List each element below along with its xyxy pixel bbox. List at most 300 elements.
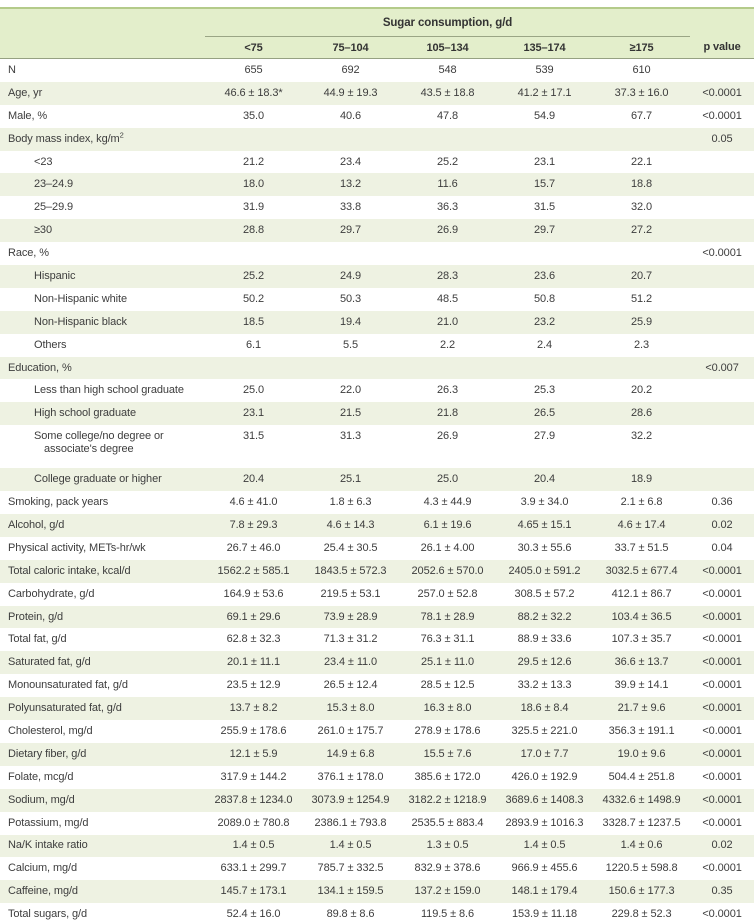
value-cell: 25.1 ± 11.0 [420, 656, 475, 669]
value-cell: 1.8 ± 6.3 [329, 496, 372, 509]
value-cell: 692 [341, 63, 360, 76]
row-label [0, 628, 205, 651]
value-cell: 18.0 [242, 178, 264, 191]
p-value-cell: <0.0001 [702, 633, 742, 646]
value-cell: 28.8 [242, 224, 264, 237]
table-row [0, 514, 754, 537]
value-cell: 2893.9 ± 1016.3 [505, 816, 584, 829]
value-cell: 1220.5 ± 598.8 [605, 862, 678, 875]
row-label-text: 23–24.9 [34, 178, 74, 191]
value-cell: 261.0 ± 175.7 [317, 724, 384, 737]
value-cell: 18.8 [631, 178, 653, 191]
col-header-ge175: ≥175 [593, 37, 690, 59]
value-cell: 50.2 [242, 292, 264, 305]
table-row [0, 173, 754, 196]
row-label-text: Protein, g/d [8, 610, 64, 623]
row-label [0, 288, 205, 311]
value-cell: 4332.6 ± 1498.9 [602, 793, 681, 806]
value-cell: 36.6 ± 13.7 [614, 656, 669, 669]
value-cell: 3032.5 ± 677.4 [605, 564, 678, 577]
value-cell: 23.4 ± 11.0 [323, 656, 378, 669]
value-cell: 13.7 ± 8.2 [229, 702, 278, 715]
table-row [0, 880, 754, 903]
value-cell: 1562.2 ± 585.1 [217, 564, 290, 577]
value-cell: 20.4 [533, 473, 555, 486]
value-cell: 88.9 ± 33.6 [517, 633, 572, 646]
value-cell: 25.2 [242, 269, 264, 282]
table-row [0, 82, 754, 105]
row-label-text: Non-Hispanic black [34, 315, 127, 328]
value-cell: 21.5 [339, 407, 361, 420]
value-cell: 18.9 [631, 473, 653, 486]
table-row [0, 606, 754, 629]
row-label [0, 334, 205, 357]
value-cell: 23.5 ± 12.9 [226, 679, 281, 692]
value-cell: 21.2 [242, 155, 264, 168]
value-cell: 22.0 [339, 384, 361, 397]
value-cell: 633.1 ± 299.7 [220, 862, 287, 875]
value-cell: 48.5 [436, 292, 458, 305]
row-label [0, 491, 205, 514]
value-cell: 23.1 [533, 155, 555, 168]
row-label [0, 219, 205, 242]
value-cell: 25.9 [631, 315, 653, 328]
value-cell: 4.3 ± 44.9 [423, 496, 472, 509]
row-label-text: Sodium, mg/d [8, 793, 75, 806]
table-row [0, 151, 754, 174]
value-cell: 17.0 ± 7.7 [520, 747, 569, 760]
value-cell: 50.3 [339, 292, 361, 305]
value-cell [496, 242, 593, 265]
value-cell [205, 357, 302, 380]
value-cell: 23.4 [339, 155, 361, 168]
row-label [0, 151, 205, 174]
row-label [0, 468, 205, 491]
value-cell: 356.3 ± 191.1 [608, 724, 675, 737]
row-label-text: Potassium, mg/d [8, 816, 89, 829]
value-cell: 21.8 [436, 407, 458, 420]
value-cell: 1.4 ± 0.5 [523, 839, 566, 852]
value-cell: 31.5 [242, 430, 264, 443]
p-value-cell: <0.0001 [702, 908, 742, 921]
value-cell: 62.8 ± 32.3 [226, 633, 281, 646]
row-label [0, 880, 205, 903]
row-label-text: Physical activity, METs-hr/wk [8, 541, 146, 554]
column-header-row [0, 37, 754, 59]
row-label [0, 697, 205, 720]
p-value-cell: 0.04 [711, 541, 733, 554]
row-label [0, 651, 205, 674]
p-value-cell [690, 196, 754, 219]
row-label-text: Monounsaturated fat, g/d [8, 679, 128, 692]
p-value-cell: <0.0001 [702, 564, 742, 577]
value-cell: 15.5 ± 7.6 [423, 747, 472, 760]
table-row [0, 583, 754, 606]
value-cell: 2535.5 ± 883.4 [411, 816, 484, 829]
p-value-cell: 0.05 [711, 132, 733, 145]
value-cell: 2837.8 ± 1234.0 [214, 793, 293, 806]
value-cell: 150.6 ± 177.3 [608, 885, 675, 898]
col-header-lt75: <75 [205, 37, 302, 59]
table-row [0, 265, 754, 288]
row-label [0, 265, 205, 288]
table-row [0, 628, 754, 651]
p-value-cell [690, 59, 754, 82]
value-cell: 16.3 ± 8.0 [423, 702, 472, 715]
value-cell: 3.9 ± 34.0 [520, 496, 569, 509]
value-cell: 25.2 [436, 155, 458, 168]
table-row [0, 720, 754, 743]
value-cell: 137.2 ± 159.0 [414, 885, 481, 898]
value-cell: 51.2 [631, 292, 653, 305]
value-cell: 24.9 [339, 269, 361, 282]
value-cell: 229.8 ± 52.3 [611, 908, 672, 921]
table-row [0, 379, 754, 402]
value-cell: 2405.0 ± 591.2 [508, 564, 581, 577]
table-row [0, 196, 754, 219]
p-value-cell: <0.0001 [702, 702, 742, 715]
value-cell: 69.1 ± 29.6 [226, 610, 281, 623]
row-label-text: Saturated fat, g/d [8, 656, 91, 669]
value-cell: 32.0 [631, 201, 653, 214]
table-row [0, 105, 754, 128]
value-cell: 36.3 [436, 201, 458, 214]
table-row [0, 219, 754, 242]
p-value-cell [690, 151, 754, 174]
value-cell [205, 128, 302, 151]
row-label-text: Education, % [8, 361, 72, 374]
value-cell: 26.1 ± 4.00 [420, 541, 475, 554]
value-cell: 76.3 ± 31.1 [420, 633, 475, 646]
value-cell [593, 128, 690, 151]
p-value-cell: <0.0001 [702, 109, 742, 122]
value-cell: 317.9 ± 144.2 [220, 770, 287, 783]
value-cell: 31.3 [339, 430, 361, 443]
value-cell: 25.0 [436, 473, 458, 486]
value-cell: 20.4 [242, 473, 264, 486]
value-cell: 31.9 [242, 201, 264, 214]
value-cell: 2386.1 ± 793.8 [314, 816, 387, 829]
row-label-text: Total caloric intake, kcal/d [8, 564, 131, 577]
value-cell [302, 242, 399, 265]
value-cell: 18.5 [242, 315, 264, 328]
value-cell: 29.7 [533, 224, 555, 237]
value-cell: 28.5 ± 12.5 [420, 679, 475, 692]
p-value-cell: <0.0001 [702, 816, 742, 829]
value-cell: 7.8 ± 29.3 [229, 518, 278, 531]
row-label-text: Calcium, mg/d [8, 862, 77, 875]
p-header-spacer [690, 8, 754, 37]
value-cell: 148.1 ± 179.4 [511, 885, 578, 898]
table-row [0, 334, 754, 357]
table-row [0, 402, 754, 425]
value-cell: 27.9 [533, 430, 555, 443]
value-cell: 19.4 [339, 315, 361, 328]
col-header-p-value: p value [690, 37, 754, 59]
value-cell: 107.3 ± 35.7 [611, 633, 672, 646]
value-cell: 504.4 ± 251.8 [608, 770, 675, 783]
value-cell: 26.9 [436, 430, 458, 443]
value-cell: 4.6 ± 14.3 [326, 518, 375, 531]
value-cell: 2052.6 ± 570.0 [411, 564, 484, 577]
value-cell [399, 128, 496, 151]
value-cell: 3073.9 ± 1254.9 [311, 793, 390, 806]
row-label-text: Carbohydrate, g/d [8, 587, 95, 600]
row-label [0, 857, 205, 880]
value-cell: 73.9 ± 28.9 [323, 610, 378, 623]
row-label [0, 402, 205, 425]
value-cell: 1.4 ± 0.5 [329, 839, 372, 852]
value-cell [593, 242, 690, 265]
value-cell: 29.7 [339, 224, 361, 237]
value-cell: 164.9 ± 53.6 [223, 587, 284, 600]
value-cell: 21.7 ± 9.6 [617, 702, 666, 715]
row-label [0, 674, 205, 697]
row-label [0, 789, 205, 812]
table-row [0, 468, 754, 491]
row-label [0, 82, 205, 105]
p-value-cell [690, 311, 754, 334]
row-label [0, 128, 205, 151]
p-value-cell [690, 425, 754, 468]
value-cell: 54.9 [533, 109, 555, 122]
p-value-cell [690, 334, 754, 357]
row-label [0, 743, 205, 766]
value-cell: 2.3 [634, 338, 650, 351]
baseline-characteristics-table [0, 7, 754, 922]
value-cell: 21.0 [436, 315, 458, 328]
value-cell: 23.6 [533, 269, 555, 282]
value-cell: 25.1 [339, 473, 361, 486]
value-cell: 18.6 ± 8.4 [520, 702, 569, 715]
value-cell: 15.7 [533, 178, 555, 191]
table-row [0, 357, 754, 380]
value-cell: 33.7 ± 51.5 [614, 541, 669, 554]
table-row [0, 857, 754, 880]
value-cell: 37.3 ± 16.0 [614, 86, 669, 99]
row-label-text: Cholesterol, mg/d [8, 724, 93, 737]
row-label-text: College graduate or higher [34, 473, 162, 486]
p-value-cell: 0.36 [711, 496, 733, 509]
table-row [0, 128, 754, 151]
p-value-cell [690, 219, 754, 242]
p-value-cell: 0.02 [711, 839, 733, 852]
value-cell: 103.4 ± 36.5 [611, 610, 672, 623]
value-cell: 89.8 ± 8.6 [326, 908, 375, 921]
p-value-cell [690, 173, 754, 196]
table-row [0, 651, 754, 674]
value-cell: 153.9 ± 11.18 [511, 908, 578, 921]
value-cell: 376.1 ± 178.0 [317, 770, 384, 783]
value-cell: 44.9 ± 19.3 [323, 86, 378, 99]
table-row [0, 697, 754, 720]
row-label [0, 105, 205, 128]
row-label-text: Non-Hispanic white [34, 292, 127, 305]
row-label-text: Folate, mcg/d [8, 770, 74, 783]
p-value-cell: 0.35 [711, 885, 733, 898]
value-cell [205, 242, 302, 265]
value-cell [593, 357, 690, 380]
row-label-text: High school graduate [34, 407, 136, 420]
value-cell: 610 [632, 63, 651, 76]
value-cell: 25.4 ± 30.5 [323, 541, 378, 554]
row-label-text: Dietary fiber, g/d [8, 747, 87, 760]
value-cell: 19.0 ± 9.6 [617, 747, 666, 760]
table-row [0, 766, 754, 789]
row-label-text: Male, % [8, 109, 48, 122]
value-cell: 6.1 [246, 338, 261, 351]
value-cell: 3182.2 ± 1218.9 [408, 793, 487, 806]
value-cell: 1.4 ± 0.6 [620, 839, 663, 852]
value-cell: 2089.0 ± 780.8 [217, 816, 290, 829]
value-cell: 50.8 [533, 292, 555, 305]
p-value-cell [690, 379, 754, 402]
row-label-text: Na/K intake ratio [8, 839, 88, 852]
value-cell: 43.5 ± 18.8 [420, 86, 475, 99]
table-row [0, 812, 754, 835]
table-row [0, 242, 754, 265]
row-label-text: Polyunsaturated fat, g/d [8, 702, 122, 715]
value-cell: 134.1 ± 159.5 [317, 885, 384, 898]
value-cell: 22.1 [631, 155, 653, 168]
stub-header-cell [0, 8, 205, 37]
p-value-cell: <0.0001 [702, 747, 742, 760]
row-label-text: Total sugars, g/d [8, 908, 88, 921]
value-cell: 832.9 ± 378.6 [414, 862, 481, 875]
group-header-row [0, 8, 754, 37]
value-cell: 548 [438, 63, 457, 76]
p-value-cell: <0.0001 [702, 793, 742, 806]
value-cell [496, 357, 593, 380]
value-cell: 52.4 ± 16.0 [226, 908, 281, 921]
row-label-text: Body mass index, $kg/m^2$ [8, 129, 124, 145]
value-cell: 3328.7 ± 1237.5 [602, 816, 681, 829]
row-label-text: <23 [34, 155, 53, 168]
value-cell: 33.2 ± 13.3 [517, 679, 572, 692]
value-cell: 35.0 [242, 109, 264, 122]
row-label-text: 25–29.9 [34, 201, 74, 214]
row-label [0, 173, 205, 196]
table-row [0, 674, 754, 697]
value-cell: 4.6 ± 17.4 [617, 518, 666, 531]
table-row [0, 560, 754, 583]
col-header-75-104: 75–104 [302, 37, 399, 59]
row-label [0, 59, 205, 82]
value-cell: 25.3 [533, 384, 555, 397]
table-row [0, 311, 754, 334]
value-cell: 12.1 ± 5.9 [229, 747, 278, 760]
value-cell: 33.8 [339, 201, 361, 214]
value-cell: 39.9 ± 14.1 [614, 679, 669, 692]
row-label [0, 537, 205, 560]
value-cell: 4.6 ± 41.0 [229, 496, 278, 509]
value-cell: 88.2 ± 32.2 [517, 610, 572, 623]
table-row [0, 425, 754, 468]
table-row [0, 789, 754, 812]
table-row [0, 537, 754, 560]
value-cell: 20.7 [631, 269, 653, 282]
value-cell: 23.1 [242, 407, 264, 420]
row-label-line2: associate's degree [44, 443, 134, 456]
row-label [0, 720, 205, 743]
row-label-text: ≥30 [34, 224, 52, 237]
value-cell: 3689.6 ± 1408.3 [505, 793, 584, 806]
value-cell: 26.3 [436, 384, 458, 397]
table-row [0, 903, 754, 922]
p-value-cell: <0.0001 [702, 86, 742, 99]
table-row [0, 835, 754, 858]
value-cell: 32.2 [631, 430, 653, 443]
value-cell: 30.3 ± 55.6 [517, 541, 572, 554]
row-label [0, 196, 205, 219]
p-value-cell [690, 265, 754, 288]
value-cell: 27.2 [631, 224, 653, 237]
value-cell: 67.7 [631, 109, 653, 122]
value-cell: 11.6 [437, 178, 458, 191]
p-value-cell: <0.0001 [702, 656, 742, 669]
row-label-text: Age, yr [8, 86, 43, 99]
row-label [0, 606, 205, 629]
row-label-text: N [8, 63, 16, 76]
value-cell [302, 357, 399, 380]
value-cell: 2.4 [537, 338, 552, 351]
value-cell: 4.65 ± 15.1 [517, 518, 572, 531]
value-cell: 426.0 ± 192.9 [511, 770, 578, 783]
stub-header-cell-2 [0, 37, 205, 59]
value-cell: 1.3 ± 0.5 [426, 839, 469, 852]
value-cell: 47.8 [436, 109, 458, 122]
value-cell [399, 242, 496, 265]
row-label [0, 766, 205, 789]
value-cell: 257.0 ± 52.8 [417, 587, 478, 600]
row-label [0, 514, 205, 537]
p-value-cell: <0.0001 [702, 862, 742, 875]
value-cell: 325.5 ± 221.0 [511, 724, 578, 737]
value-cell [496, 128, 593, 151]
value-cell: 2.1 ± 6.8 [620, 496, 663, 509]
row-label [0, 560, 205, 583]
row-label-text: Caffeine, mg/d [8, 885, 78, 898]
table-row [0, 59, 754, 82]
col-header-105-134: 105–134 [399, 37, 496, 59]
row-label [0, 242, 205, 265]
value-cell: 71.3 ± 31.2 [323, 633, 378, 646]
value-cell: 2.2 [440, 338, 455, 351]
value-cell [302, 128, 399, 151]
value-cell: 655 [244, 63, 263, 76]
row-label-text: Total fat, g/d [8, 633, 67, 646]
value-cell: 28.3 [436, 269, 458, 282]
value-cell: 119.5 ± 8.6 [420, 908, 475, 921]
row-label [0, 903, 205, 922]
row-label-text: Race, % [8, 247, 49, 260]
value-cell: 219.5 ± 53.1 [320, 587, 381, 600]
value-cell: 6.1 ± 19.6 [423, 518, 472, 531]
value-cell: 255.9 ± 178.6 [220, 724, 287, 737]
value-cell [399, 357, 496, 380]
row-label-text: Hispanic [34, 269, 76, 282]
row-label-text: Smoking, pack years [8, 496, 109, 509]
value-cell: 26.7 ± 46.0 [226, 541, 281, 554]
value-cell: 5.5 [343, 338, 358, 351]
p-value-cell: <0.0001 [702, 724, 742, 737]
value-cell: 278.9 ± 178.6 [414, 724, 481, 737]
row-label [0, 583, 205, 606]
p-value-cell: <0.0001 [702, 610, 742, 623]
value-cell: 1.4 ± 0.5 [232, 839, 275, 852]
p-value-cell: <0.007 [705, 361, 739, 374]
row-label-text: Alcohol, g/d [8, 518, 65, 531]
